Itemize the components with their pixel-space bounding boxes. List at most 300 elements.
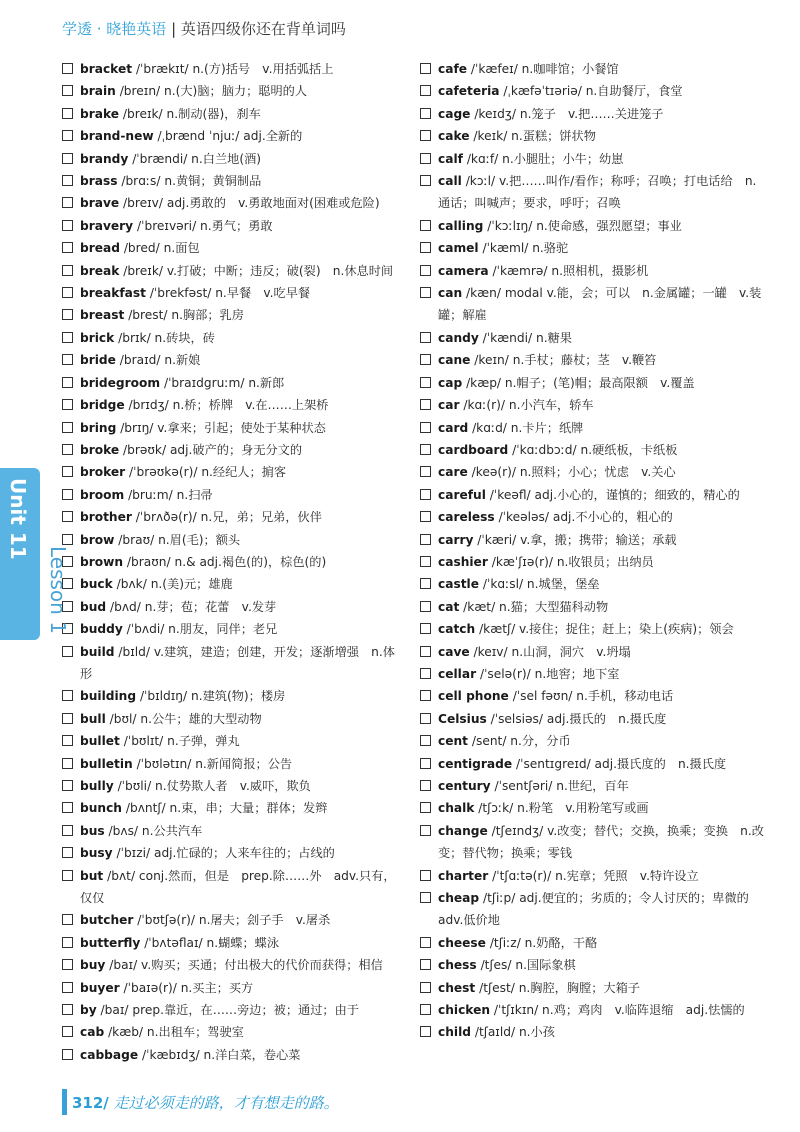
vocab-word: but xyxy=(80,868,104,883)
checkbox-icon[interactable] xyxy=(420,802,431,813)
vocab-definition: /ˈbɪzi/ adj.忙碌的；人来车往的；占线的 xyxy=(116,846,335,861)
vocab-word: cave xyxy=(438,644,470,659)
checkbox-icon[interactable] xyxy=(62,309,73,320)
vocab-word: broom xyxy=(80,487,125,502)
vocab-definition: /tʃes/ n.国际象棋 xyxy=(480,958,576,973)
vocab-definition: /bʌd/ n.芽；苞；花蕾 v.发芽 xyxy=(110,599,277,614)
vocab-definition: /ˈbʌdi/ n.朋友，同伴；老兄 xyxy=(126,622,278,637)
vocab-definition: /tʃiːp/ adj.便宜的；劣质的；令人讨厌的；卑微的 adv.低价地 xyxy=(438,891,762,928)
checkbox-icon[interactable] xyxy=(62,646,73,657)
vocab-word: bracket xyxy=(80,62,133,76)
checkbox-icon[interactable] xyxy=(420,937,431,948)
vocab-word: bully xyxy=(80,779,114,793)
vocab-word: bullet xyxy=(80,734,120,749)
checkbox-icon[interactable] xyxy=(420,825,431,836)
vocab-definition: /brest/ n.胸部；乳房 xyxy=(128,308,244,323)
vocab-entry xyxy=(420,685,765,707)
vocab-entry xyxy=(62,797,402,819)
vocab-definition: /ˈtʃɪkɪn/ n.鸡；鸡肉 v.临阵退缩 adj.怯懦的 xyxy=(493,1003,745,1018)
vocab-word: brain xyxy=(80,84,116,99)
checkbox-icon[interactable] xyxy=(62,489,73,500)
checkbox-icon[interactable] xyxy=(62,847,73,858)
vocab-entry xyxy=(62,842,402,864)
checkbox-icon[interactable] xyxy=(420,758,431,769)
vocab-definition: /ˈtʃɑːtə(r)/ n.宪章；凭照 v.特许设立 xyxy=(492,868,699,883)
vocab-entry xyxy=(62,954,402,976)
vocab-word: cafe xyxy=(438,62,468,76)
checkbox-icon[interactable] xyxy=(420,332,431,343)
vocab-entry xyxy=(420,282,765,327)
checkbox-icon[interactable] xyxy=(62,870,73,881)
vocab-definition: /ˈbɪldɪŋ/ n.建筑(物)；楼房 xyxy=(139,689,286,704)
vocab-word: busy xyxy=(80,846,113,861)
checkbox-icon[interactable] xyxy=(62,982,73,993)
vocab-entry xyxy=(62,125,402,147)
vocab-word: breakfast xyxy=(80,286,146,301)
vocab-definition: /ˈkæml/ n.骆驼 xyxy=(482,241,569,256)
vocab-word: breast xyxy=(80,308,125,323)
vocab-entry xyxy=(420,349,765,371)
vocab-entry xyxy=(62,641,402,686)
vocab-entry xyxy=(420,887,765,932)
vocab-entry xyxy=(420,551,765,573)
checkbox-icon[interactable] xyxy=(62,220,73,231)
checkbox-icon[interactable] xyxy=(62,422,73,433)
vocab-entry xyxy=(62,1044,402,1066)
checkbox-icon[interactable] xyxy=(420,578,431,589)
checkbox-icon[interactable] xyxy=(62,914,73,925)
vocab-entry xyxy=(420,663,765,685)
vocab-word: bus xyxy=(80,823,105,838)
unit-label: Unit 11 xyxy=(6,478,30,560)
vocab-word: build xyxy=(80,644,115,659)
checkbox-icon[interactable] xyxy=(62,758,73,769)
checkbox-icon[interactable] xyxy=(420,108,431,119)
vocab-word: calling xyxy=(438,218,484,233)
checkbox-icon[interactable] xyxy=(420,130,431,141)
vocab-definition: /brɑːs/ n.黄铜；黄铜制品 xyxy=(121,174,262,189)
header-brand: 学透 · 晓艳英语 xyxy=(62,20,167,38)
vocab-definition: /ˈsentɪgreɪd/ adj.摄氏度的 n.摄氏度 xyxy=(516,756,727,771)
vocab-word: cellar xyxy=(438,666,477,681)
vocab-definition: /bʊl/ n.公牛；雄的大型动物 xyxy=(109,711,262,726)
vocab-word: broker xyxy=(80,465,126,480)
vocab-definition: /kæˈʃɪə(r)/ n.收银员；出纳员 xyxy=(491,554,654,569)
vocab-entry xyxy=(62,461,402,483)
vocab-word: chest xyxy=(438,980,476,995)
vocab-definition: /brɪdʒ/ n.桥；桥牌 v.在……上架桥 xyxy=(128,398,329,413)
checkbox-icon[interactable] xyxy=(62,287,73,298)
checkbox-icon[interactable] xyxy=(62,690,73,701)
checkbox-icon[interactable] xyxy=(62,713,73,724)
vocab-entry xyxy=(420,170,765,215)
page-header xyxy=(62,18,346,39)
checkbox-icon[interactable] xyxy=(62,197,73,208)
vocab-word: bread xyxy=(80,241,120,256)
vocab-entry xyxy=(420,529,765,551)
checkbox-icon[interactable] xyxy=(62,511,73,522)
vocab-word: cheap xyxy=(438,891,480,906)
vocab-word: brandy xyxy=(80,151,129,166)
checkbox-icon[interactable] xyxy=(420,959,431,970)
vocab-entry xyxy=(420,708,765,730)
page-number: 312/ xyxy=(72,1094,109,1112)
checkbox-icon[interactable] xyxy=(420,85,431,96)
checkbox-icon[interactable] xyxy=(62,1049,73,1060)
checkbox-icon[interactable] xyxy=(420,690,431,701)
page-footer xyxy=(72,1092,339,1113)
vocab-word: cane xyxy=(438,353,471,368)
vocab-entry xyxy=(420,506,765,528)
vocab-definition: /ˈbaɪə(r)/ n.买主；买方 xyxy=(123,980,254,995)
vocab-word: careful xyxy=(438,487,486,502)
vocab-word: change xyxy=(438,823,488,838)
vocab-definition: /ˈkɑːdbɔːd/ n.硬纸板，卡纸板 xyxy=(512,442,678,457)
vocab-definition: /keɪn/ n.手杖；藤杖；茎 v.鞭笞 xyxy=(474,353,657,368)
checkbox-icon[interactable] xyxy=(420,780,431,791)
vocab-word: candy xyxy=(438,330,479,345)
vocab-word: cent xyxy=(438,734,468,749)
vocab-definition: /bɪld/ v.建筑，建造；创建，开发；逐渐增强 n.体形 xyxy=(80,644,395,681)
vocab-entry xyxy=(420,977,765,999)
vocab-word: building xyxy=(80,689,137,704)
checkbox-icon[interactable] xyxy=(62,534,73,545)
vocab-definition: /ˈbrəʊkə(r)/ n.经纪人；掮客 xyxy=(129,465,287,480)
vocab-definition: /brəʊk/ adj.破产的；身无分文的 xyxy=(123,442,303,457)
vocab-definition: /brɪk/ n.砖块，砖 xyxy=(118,330,215,345)
vocab-word: cab xyxy=(80,1025,105,1040)
vocab-entry xyxy=(62,282,402,304)
vocab-entry xyxy=(62,865,402,910)
vocab-entry xyxy=(420,58,765,80)
vocab-definition: /tʃɔːk/ n.粉笔 v.用粉笔写或画 xyxy=(478,801,649,816)
vocab-entry xyxy=(62,103,402,125)
vocab-definition: /bred/ n.面包 xyxy=(123,241,200,256)
vocab-definition: /ˈbʊtʃə(r)/ n.屠夫；刽子手 v.屠杀 xyxy=(137,913,331,928)
vocab-word: brow xyxy=(80,532,115,547)
vocab-word: car xyxy=(438,398,460,413)
vocab-definition: /ˈbreɪvəri/ n.勇气；勇敢 xyxy=(137,218,273,233)
vocab-entry xyxy=(420,215,765,237)
vocab-definition: /ˌbrænd ˈnjuː/ adj.全新的 xyxy=(157,129,303,144)
vocab-definition: /bruːm/ n.扫帚 xyxy=(128,487,213,502)
vocab-entry xyxy=(62,999,402,1021)
vocab-entry xyxy=(420,775,765,797)
checkbox-icon[interactable] xyxy=(420,399,431,410)
vocab-definition: /bʌs/ n.公共汽车 xyxy=(108,823,203,838)
checkbox-icon[interactable] xyxy=(62,175,73,186)
checkbox-icon[interactable] xyxy=(62,242,73,253)
vocab-definition: /tʃeɪndʒ/ v.改变；替代；交换，换乘；变换 n.改变；替代物；换乘；零钱 xyxy=(438,823,764,861)
vocab-definition: /ˈsel fəʊn/ n.手机，移动电话 xyxy=(512,689,674,704)
footer-accent-bar xyxy=(62,1089,67,1115)
vocab-word: cell phone xyxy=(438,689,509,704)
vocab-entry xyxy=(62,260,402,282)
vocab-entry xyxy=(420,327,765,349)
checkbox-icon[interactable] xyxy=(420,153,431,164)
checkbox-icon[interactable] xyxy=(62,354,73,365)
vocab-word: bring xyxy=(80,420,117,435)
vocab-entry xyxy=(420,999,765,1021)
vocab-definition: /keə(r)/ n.照料；小心；忧虑 v.关心 xyxy=(471,465,676,480)
vocab-word: child xyxy=(438,1025,471,1040)
checkbox-icon[interactable] xyxy=(420,265,431,276)
checkbox-icon[interactable] xyxy=(420,175,431,186)
vocab-entry xyxy=(62,753,402,775)
checkbox-icon[interactable] xyxy=(62,825,73,836)
checkbox-icon[interactable] xyxy=(62,466,73,477)
vocab-definition: /ˈkeələs/ adj.不小心的，粗心的 xyxy=(498,510,673,525)
vocab-definition: /ˈbʌtəflaɪ/ n.蝴蝶；蝶泳 xyxy=(144,935,280,950)
checkbox-icon[interactable] xyxy=(420,601,431,612)
vocab-definition: /kæn/ modal v.能，会；可以 n.金属罐；一罐 v.装罐；解雇 xyxy=(438,286,762,323)
vocab-definition: /ˈkændi/ n.糖果 xyxy=(482,330,572,345)
checkbox-icon[interactable] xyxy=(420,422,431,433)
vocab-word: buyer xyxy=(80,980,120,995)
checkbox-icon[interactable] xyxy=(420,466,431,477)
vocab-definition: /keɪdʒ/ n.笼子 v.把……关进笼子 xyxy=(474,106,664,121)
vocab-word: bridge xyxy=(80,398,125,413)
checkbox-icon[interactable] xyxy=(62,444,73,455)
checkbox-icon[interactable] xyxy=(62,735,73,746)
vocab-definition: /kɑːf/ n.小腿肚；小牛；幼崽 xyxy=(466,151,624,166)
vocab-entry xyxy=(420,641,765,663)
vocab-entry xyxy=(62,1021,402,1043)
vocab-definition: /kɑːd/ n.卡片；纸牌 xyxy=(472,420,584,435)
vocab-definition: /kætʃ/ v.接住；捉住；赶上；染上(疾病)；领会 xyxy=(479,622,734,637)
checkbox-icon[interactable] xyxy=(62,780,73,791)
vocab-entry xyxy=(62,237,402,259)
vocab-definition: /brɪŋ/ v.拿来；引起；使处于某种状态 xyxy=(120,420,326,435)
checkbox-icon[interactable] xyxy=(420,668,431,679)
vocab-definition: /breɪk/ v.打破；中断；违反；破(裂) n.休息时间 xyxy=(123,263,394,278)
vocab-entry xyxy=(62,909,402,931)
checkbox-icon[interactable] xyxy=(420,287,431,298)
vocab-entry xyxy=(62,551,402,573)
checkbox-icon[interactable] xyxy=(420,1004,431,1015)
checkbox-icon[interactable] xyxy=(62,399,73,410)
vocab-definition: /kɔːl/ v.把……叫作/看作；称呼；召唤；打电话给 n.通话；叫喊声；要求，呼吁；召唤 xyxy=(438,174,757,211)
vocab-word: butterfly xyxy=(80,935,141,950)
vocab-entry xyxy=(62,417,402,439)
vocab-entry xyxy=(62,148,402,170)
vocab-definition: /ˈbrækɪt/ n.(方)括号 v.用括弧括上 xyxy=(135,62,334,76)
vocab-definition: /ˈkæri/ v.拿，搬；携带；输送；承载 xyxy=(477,532,677,547)
vocab-entry xyxy=(420,260,765,282)
vocab-word: cabbage xyxy=(80,1047,139,1062)
vocab-entry xyxy=(420,730,765,752)
footer-motto: 走过必须走的路，才有想走的路。 xyxy=(113,1094,339,1112)
vocab-entry xyxy=(62,394,402,416)
vocab-entry xyxy=(62,820,402,842)
checkbox-icon[interactable] xyxy=(62,63,73,74)
checkbox-icon[interactable] xyxy=(420,870,431,881)
left-word-column xyxy=(62,58,402,1066)
vocab-word: bride xyxy=(80,353,116,368)
vocab-word: century xyxy=(438,779,491,793)
vocab-definition: /kæt/ n.猫；大型猫科动物 xyxy=(463,599,609,614)
vocab-word: charter xyxy=(438,868,489,883)
vocab-word: cardboard xyxy=(438,442,509,457)
checkbox-icon[interactable] xyxy=(420,354,431,365)
vocab-definition: /ˈbʊli/ n.仗势欺人者 v.威吓，欺负 xyxy=(117,779,311,793)
vocab-entry xyxy=(420,237,765,259)
vocab-word: card xyxy=(438,420,469,435)
lesson-label: Lesson 1 xyxy=(46,546,70,634)
vocab-word: buy xyxy=(80,958,106,973)
vocab-word: bridegroom xyxy=(80,375,161,390)
vocab-entry xyxy=(420,80,765,102)
vocab-word: bravery xyxy=(80,218,134,233)
vocab-entry xyxy=(420,394,765,416)
vocab-word: chess xyxy=(438,958,477,973)
vocab-entry xyxy=(62,596,402,618)
vocab-definition: /ˈkeəfl/ adj.小心的，谨慎的；细致的，精心的 xyxy=(489,487,740,502)
vocab-word: brother xyxy=(80,510,132,525)
checkbox-icon[interactable] xyxy=(420,1026,431,1037)
checkbox-icon[interactable] xyxy=(62,108,73,119)
checkbox-icon[interactable] xyxy=(62,937,73,948)
vocab-definition: /ˈsentʃəri/ n.世纪，百年 xyxy=(494,779,629,793)
vocab-word: chicken xyxy=(438,1003,491,1018)
checkbox-icon[interactable] xyxy=(420,646,431,657)
vocab-word: cap xyxy=(438,375,463,390)
vocab-word: catch xyxy=(438,622,476,637)
checkbox-icon[interactable] xyxy=(420,892,431,903)
vocab-definition: /ˈselsiəs/ adj.摄氏的 n.摄氏度 xyxy=(490,711,667,726)
checkbox-icon[interactable] xyxy=(420,511,431,522)
vocab-definition: /ˈkɔːlɪŋ/ n.使命感，强烈愿望；事业 xyxy=(487,218,682,233)
vocab-entry xyxy=(62,327,402,349)
checkbox-icon[interactable] xyxy=(420,623,431,634)
vocab-word: brand-new xyxy=(80,129,154,144)
vocab-word: bull xyxy=(80,711,106,726)
vocab-entry xyxy=(62,349,402,371)
checkbox-icon[interactable] xyxy=(62,130,73,141)
vocab-entry xyxy=(62,439,402,461)
vocab-word: cheese xyxy=(438,935,486,950)
vocab-entry xyxy=(420,954,765,976)
vocab-definition: /kæp/ n.帽子；(笔)帽；最高限额 v.覆盖 xyxy=(466,375,695,390)
vocab-definition: /keɪk/ n.蛋糕；饼状物 xyxy=(473,129,596,144)
vocab-entry xyxy=(62,977,402,999)
vocab-word: cafeteria xyxy=(438,84,500,99)
checkbox-icon[interactable] xyxy=(62,332,73,343)
vocab-word: careless xyxy=(438,510,495,525)
vocab-entry xyxy=(420,753,765,775)
vocab-definition: /keɪv/ n.山洞，洞穴 v.坍塌 xyxy=(473,644,631,659)
vocab-definition: /bʌt/ conj.然而，但是 prep.除……外 adv.只有，仅仅 xyxy=(80,868,396,906)
checkbox-icon[interactable] xyxy=(420,489,431,500)
vocab-entry xyxy=(420,1021,765,1043)
vocab-definition: /ˈbrekfəst/ n.早餐 v.吃早餐 xyxy=(149,286,311,301)
checkbox-icon[interactable] xyxy=(420,735,431,746)
checkbox-icon[interactable] xyxy=(420,444,431,455)
vocab-word: cat xyxy=(438,599,460,614)
checkbox-icon[interactable] xyxy=(62,802,73,813)
vocab-entry xyxy=(420,618,765,640)
checkbox-icon[interactable] xyxy=(62,265,73,276)
checkbox-icon[interactable] xyxy=(62,1004,73,1015)
vocab-word: Celsius xyxy=(438,711,487,726)
vocab-entry xyxy=(62,58,402,80)
vocab-entry xyxy=(62,775,402,797)
checkbox-icon[interactable] xyxy=(62,377,73,388)
vocab-definition: /ˈbʊlətɪn/ n.新闻简报；公告 xyxy=(136,756,293,771)
header-title: 英语四级你还在背单词吗 xyxy=(180,20,346,38)
checkbox-icon[interactable] xyxy=(62,959,73,970)
vocab-word: brown xyxy=(80,554,124,569)
vocab-entry xyxy=(62,618,402,640)
vocab-word: brick xyxy=(80,330,115,345)
vocab-entry xyxy=(420,484,765,506)
vocab-word: bud xyxy=(80,599,107,614)
checkbox-icon[interactable] xyxy=(62,1026,73,1037)
vocab-entry xyxy=(62,529,402,551)
checkbox-icon[interactable] xyxy=(62,85,73,96)
checkbox-icon[interactable] xyxy=(420,63,431,74)
vocab-definition: /breɪk/ n.制动(器)，刹车 xyxy=(122,106,261,121)
vocab-definition: /ˈbrʌðə(r)/ n.兄，弟；兄弟，伙伴 xyxy=(135,510,322,525)
vocab-word: cake xyxy=(438,129,470,144)
vocab-entry xyxy=(420,125,765,147)
vocab-definition: /ˌkæfəˈtɪəriə/ n.自助餐厅，食堂 xyxy=(503,84,683,99)
vocab-definition: /ˈkæfeɪ/ n.咖啡馆；小餐馆 xyxy=(470,62,619,76)
vocab-definition: /ˈbraɪdgruːm/ n.新郎 xyxy=(163,375,285,390)
vocab-word: by xyxy=(80,1003,97,1018)
vocab-word: break xyxy=(80,263,120,278)
vocab-word: call xyxy=(438,174,462,189)
vocab-definition: /ˈkæmrə/ n.照相机，摄影机 xyxy=(492,263,649,278)
vocab-entry xyxy=(420,461,765,483)
vocab-entry xyxy=(62,192,402,214)
vocab-definition: /bʌntʃ/ n.束，串；大量；群体；发辫 xyxy=(125,801,328,816)
vocab-word: brass xyxy=(80,174,118,189)
vocab-definition: /ˈbrændi/ n.白兰地(酒) xyxy=(132,151,262,166)
vocab-entry xyxy=(62,573,402,595)
vocab-definition: /braʊ/ n.眉(毛)；额头 xyxy=(118,532,241,547)
vocab-entry xyxy=(420,797,765,819)
vocab-entry xyxy=(62,506,402,528)
vocab-word: brave xyxy=(80,196,120,211)
vocab-entry xyxy=(62,80,402,102)
vocab-word: cage xyxy=(438,106,471,121)
vocab-word: calf xyxy=(438,151,463,166)
vocab-entry xyxy=(420,103,765,125)
checkbox-icon[interactable] xyxy=(420,713,431,724)
vocab-word: buddy xyxy=(80,622,123,637)
checkbox-icon[interactable] xyxy=(420,556,431,567)
vocab-definition: /tʃiːz/ n.奶酪，干酪 xyxy=(489,935,598,950)
vocab-entry xyxy=(62,708,402,730)
checkbox-icon[interactable] xyxy=(62,153,73,164)
vocab-entry xyxy=(420,417,765,439)
vocab-entry xyxy=(62,304,402,326)
checkbox-icon[interactable] xyxy=(420,220,431,231)
vocab-entry xyxy=(420,573,765,595)
checkbox-icon[interactable] xyxy=(420,377,431,388)
vocab-entry xyxy=(420,932,765,954)
vocab-word: cashier xyxy=(438,554,488,569)
vocab-definition: /braʊn/ n.& adj.褐色(的)，棕色(的) xyxy=(126,554,327,569)
vocab-word: camel xyxy=(438,241,479,256)
checkbox-icon[interactable] xyxy=(420,242,431,253)
checkbox-icon[interactable] xyxy=(420,534,431,545)
vocab-entry xyxy=(420,865,765,887)
vocab-entry xyxy=(420,596,765,618)
vocab-definition: /kæb/ n.出租车；驾驶室 xyxy=(108,1025,244,1040)
checkbox-icon[interactable] xyxy=(420,982,431,993)
